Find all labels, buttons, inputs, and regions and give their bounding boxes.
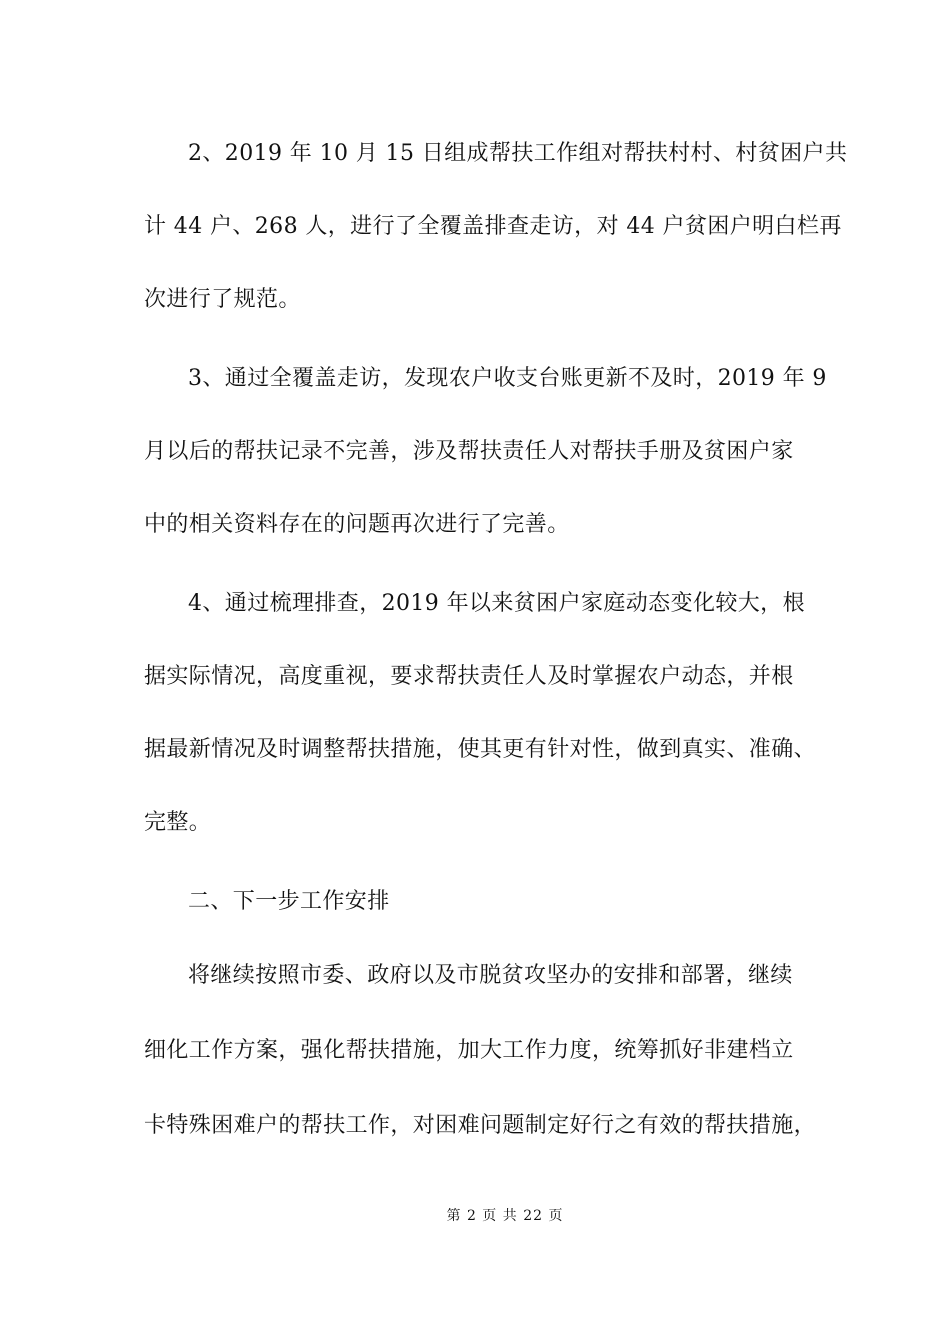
item-3-line-2: 月以后的帮扶记录不完善，涉及帮扶责任人对帮扶手册及贫困户家	[144, 439, 794, 464]
item-3-line-3: 中的相关资料存在的问题再次进行了完善。	[144, 512, 570, 537]
item-4-line-4: 完整。	[144, 810, 212, 835]
item-4-line-3: 据最新情况及时调整帮扶措施，使其更有针对性，做到真实、准确、	[144, 737, 817, 762]
item-2-line-2: 计 44 户、268 人，进行了全覆盖排查走访，对 44 户贫困户明白栏再	[144, 214, 842, 239]
page-footer: 第 2 页 共 22 页	[446, 1208, 564, 1224]
item-2-line-1: 2、2019 年 10 月 15 日组成帮扶工作组对帮扶村村、村贫困户共	[188, 141, 848, 166]
item-2-line-3: 次进行了规范。	[144, 287, 301, 312]
next-steps-line-2: 细化工作方案，强化帮扶措施，加大工作力度，统筹抓好非建档立	[144, 1038, 794, 1063]
section-heading: 二、下一步工作安排	[188, 889, 390, 914]
next-steps-line-1: 将继续按照市委、政府以及市脱贫攻坚办的安排和部署，继续	[188, 963, 793, 988]
next-steps-line-3: 卡特殊困难户的帮扶工作，对困难问题制定好行之有效的帮扶措施，	[144, 1113, 817, 1138]
item-4-line-2: 据实际情况，高度重视，要求帮扶责任人及时掌握农户动态，并根	[144, 664, 794, 689]
item-3-line-1: 3、通过全覆盖走访，发现农户收支台账更新不及时，2019 年 9	[188, 366, 827, 391]
item-4-line-1: 4、通过梳理排查，2019 年以来贫困户家庭动态变化较大，根	[188, 591, 805, 616]
